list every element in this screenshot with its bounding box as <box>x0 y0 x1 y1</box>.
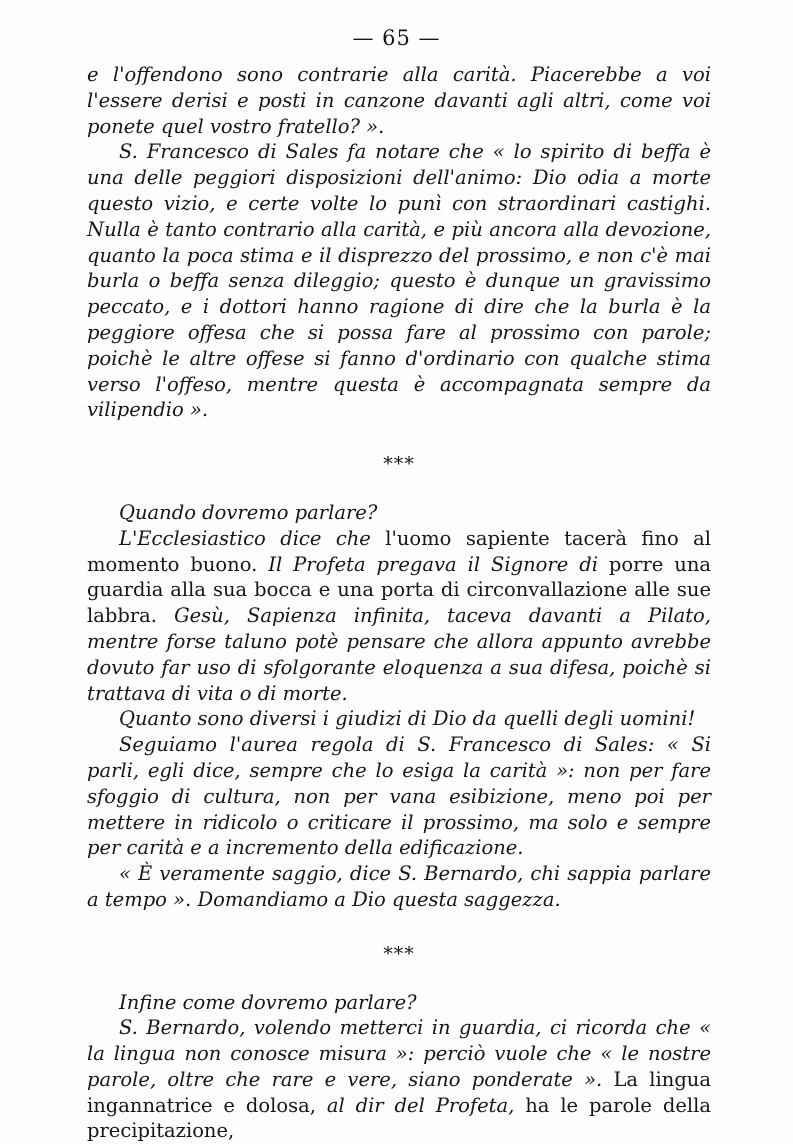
text-span: al dir del Profeta, <box>326 1093 515 1117</box>
paragraph-ecclesiastico <box>87 526 711 707</box>
paragraph-lingua-misura <box>87 1015 711 1144</box>
section-separator: *** <box>383 453 415 476</box>
question-when-to-speak: Quando dovremo parlare? <box>119 500 378 524</box>
page-number: — 65 — <box>352 26 441 50</box>
body-text <box>87 62 711 1144</box>
text-span: S. Bernardo, volendo metterci in guardia, ci ricorda che « la lingua non conosce misura »: perciò vuole che « le nostre parole, oltre che rare e vere, siano ponderate ». <box>87 1016 711 1091</box>
paragraph-francesco-di-sales: S. Francesco di Sales fa notare che « lo spirito di beffa è una delle peggiori disposizioni dell'animo: Dio odia a morte questo vizio, e certe volte lo punì con straordinari castighi. Nulla è tanto contrario alla carità, e più ancora alla devozione, quanto la poca stima e il disprezzo del prossimo, e non c'è mai burla o beffa senza dileggio; questo è dunque un gravissimo peccato, e i dottori hanno ragione di dire che la burla è la peggiore offesa che si possa fare al prossimo con parole; poichè le altre offese si fanno d'ordinario con qualche stima verso l'offeso, mentre questa è accompagnata sempre da vilipendio ». <box>87 140 711 422</box>
text-span: ha le parole della precipitazione, <box>87 1093 711 1143</box>
text-span: L'Ecclesiastico dice che <box>119 526 371 550</box>
paragraph-continuation: e l'offendono sono contrarie alla carità. Piacerebbe a voi l'essere derisi e posti in canzone davanti agli altri, come voi ponete quel vostro fratello? ». <box>87 63 711 138</box>
text-span: Il Profeta pregava il Signore di <box>268 552 598 576</box>
section-separator: *** <box>383 942 415 965</box>
paragraph-giudizi-di-dio: Quanto sono diversi i giudizi di Dio da quelli degli uomini! <box>119 707 696 731</box>
text-span: porre una guardia alla sua bocca e una porta di circonvallazione alle sue labbra. <box>87 552 712 628</box>
question-how-to-speak: Infine come dovremo parlare? <box>119 990 417 1014</box>
text-span: Gesù, Sapienza infinita, taceva davanti a Pilato, mentre forse taluno potè pensare che allora appunto avrebbe dovuto far uso di sfolgorante eloquenza a sua difesa, poichè si trattava di vita o di morte. <box>87 604 711 705</box>
text-span: l'uomo sapiente tacerà fino al momento buono. <box>87 526 711 576</box>
paragraph-san-bernardo-saggio: « È veramente saggio, dice S. Bernardo, chi sappia parlare a tempo ». Domandiamo a Dio questa saggezza. <box>87 862 711 911</box>
paragraph-aurea-regola: Seguiamo l'aurea regola di S. Francesco di Sales: « Si parli, egli dice, sempre che lo esiga la carità »: non per fare sfoggio di cultura, non per vana esibizione, meno poi per mettere in ridicolo o criticare il prossimo, ma solo e sempre per carità e a incremento della edificazione. <box>87 733 711 860</box>
text-span: La lingua ingannatrice e dolosa, <box>87 1067 711 1117</box>
